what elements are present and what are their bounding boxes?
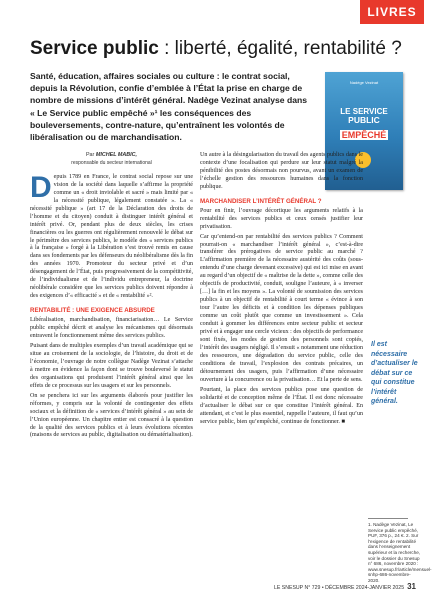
page-number: 31	[407, 582, 416, 591]
footnotes: 1. Nadège Vezinat, Le Service public empêché, PUF, 376 p., 24 €. 2. Sur l’exigence de rentabilité dans l’enseignement supérieur et la recherche, voir le dossier du Snesup n° 686, novembre 2020 : www.snesup.fr/article/mensuel-snhp-686-novembre-2020.	[368, 518, 422, 584]
cover-title-line2: PUBLIC	[348, 115, 380, 125]
page-title	[30, 38, 402, 60]
byline	[30, 152, 193, 168]
byline-name: MICHEL MABIC,	[95, 152, 138, 158]
footer-text: LE SNESUP N° 729 • DÉCEMBRE 2024-JANVIER 2025	[274, 585, 405, 591]
paragraph: On se penchera ici sur les arguments élaborés pour justifier les réformes, y compris sur la volonté de contingenter des effets sociaux et la définition de « services d’intérêt général » au sein de l’Union européenne. Un chapitre entier est consacré à la question de la qualité des services publics et à leurs évolutions récentes (maisons de services au public, digitalisation ou dématérialisation).	[30, 392, 193, 439]
article-column-2	[200, 152, 363, 428]
paragraph: Un autre à la désingularisation du travail des agents publics dans le contexte d’une focalisation qui perdure sur leur statut malgré la pénibilité des postes désormais non pourvus, avant un examen de l’échelle gestion des ressources humaines dans la fonction publique.	[200, 152, 363, 190]
page-footer	[274, 582, 416, 591]
drop-cap: D	[30, 170, 52, 204]
paragraph-text: epuis 1789 en France, le contrat social repose sur une vision de la société dans laquelle s’affirme la propriété comme un « droit inviolable et sacré » mais limité par « la nécessité publique, légalement constatée ». La « nécessité publique » (art 17 de la Déclaration des droits de l’homme et du citoyen) conduit à distinguer intérêt général et intérêt privé. Or, pendant plus de deux siècles, les crises financières ou les guerres ont régulièrement renouvelé le débat sur le périmètre des services publics, le modèle des « services publics à la française » forgé à la Libération s’est trouvé remis en cause dans ses fondements par les défenseurs du néolibéralisme dès la fin des années 1970. Promoteur du secteur privé et d’un désengagement de l’État, puis progressivement de la compétitivité, de l’individualisme et de l’individu entrepreneur, la doctrine néolibérale considère que les services publics doivent répondre à des exigences d’« efficacité » et de « rentabilité »².	[30, 173, 193, 300]
section-tag: LIVRES	[360, 0, 424, 24]
paragraph: Pourtant, la place des services publics pose une question de solidarité et de conception même de l’État. Il est donc nécessaire d’actualiser le débat sur ce que constitue l’intérêt général. En attendant, et c’est le plus essentiel, rappelle l’auteure, il faut qu’un service public, bien qu’empêché, continue de fonctionner. ■	[200, 386, 363, 425]
subheading: RENTABILITÉ : UNE EXIGENCE ABSURDE	[30, 307, 155, 315]
cover-title-line3: EMPÊCHÉ	[341, 130, 387, 140]
paragraph: Puisant dans de multiples exemples d’un travail académique qui se situe au croisement de la sociologie, de l’histoire, du droit et de l’économie, l’ouvrage de notre collègue Nadège Vezinat s’attache à mettre en évidence la façon dont se trouve bouleversé le statut des organisations qui produisent l’intérêt général ainsi que les effets de ce processus sur les usagers et sur les personnels.	[30, 342, 193, 389]
paragraph: Pour en finir, l’ouvrage décortique les arguments relatifs à la rentabilité des services publics et ceux censés justifier leur privatisation.	[200, 207, 363, 230]
paragraph: Libéralisation, marchandisation, financiarisation… Le Service public empêché décrit et analyse les mécanismes qui désormais entravent le fonctionnement même des services publics.	[30, 317, 193, 340]
pull-quote: Il est nécessaire d’actualiser le débat sur ce qui constitue l’intérêt général.	[371, 341, 418, 405]
cover-title-line1: LE SERVICE	[340, 107, 388, 116]
cover-author: Nadège Vezinat	[349, 80, 379, 85]
byline-prefix: Par	[85, 152, 96, 158]
title-rest: : liberté, égalité, rentabilité ?	[158, 38, 402, 59]
paragraph: Car qu’entend-on par rentabilité des services publics ? Comment pourrait-on « marchandiser l’intérêt général », c’est-à-dire transférer des prérogatives de service public au marché ? L’affirmation première de la nécessaire austérité des coûts (sous-entendu d’une charge devenant excessive) qui est ici mise en avant au regard d’un objectif de « maîtrise de la dette », comme celle des objectifs de productivité, conduit, souligne l’auteure, à « inverser […] la fin et les moyens ». La volonté de soumission des services publics à un objectif de rentabilité à court terme « évince à son tour l’autre les déficits et à condition les dépenses publiques comme un coût plutôt que comme un investissement ». Cela conduit à gommer les différences entre secteur public et secteur privé et à engager une cercle vicieux : des objectifs de performance sont fixés, les modes de gestion des personnels sont copiés, l’intérêt des usagers négligé. Il s’ensuit « notamment une réduction des ressources, une dégradation du service public, celle des conditions de travail, l’explosion des contrats précaires, un détournement des usagers, puis l’affirmation d’une nécessaire ouverture à la concurrence ou la privatisation… Et la perte de sens.	[200, 233, 364, 383]
paragraph	[30, 170, 193, 301]
subheading: MARCHANDISER L’INTÉRÊT GÉNÉRAL ?	[200, 197, 322, 205]
lead-paragraph: Santé, éducation, affaires sociales ou culture : le contrat social, depuis la Révolution, confie d’emblée à l’État la prise en charge de nombre de missions d’intérêt général. Nadège Vezinat analyse dans « Le Service public empêché »¹ les conséquences des bouleversements, contre-nature, qu’entraînent les volontés de libéralisation ou de marchandisation.	[30, 71, 308, 143]
byline-role: responsable du secteur international	[71, 159, 152, 166]
article-column-1	[30, 152, 193, 442]
title-bold: Service public	[30, 38, 159, 59]
